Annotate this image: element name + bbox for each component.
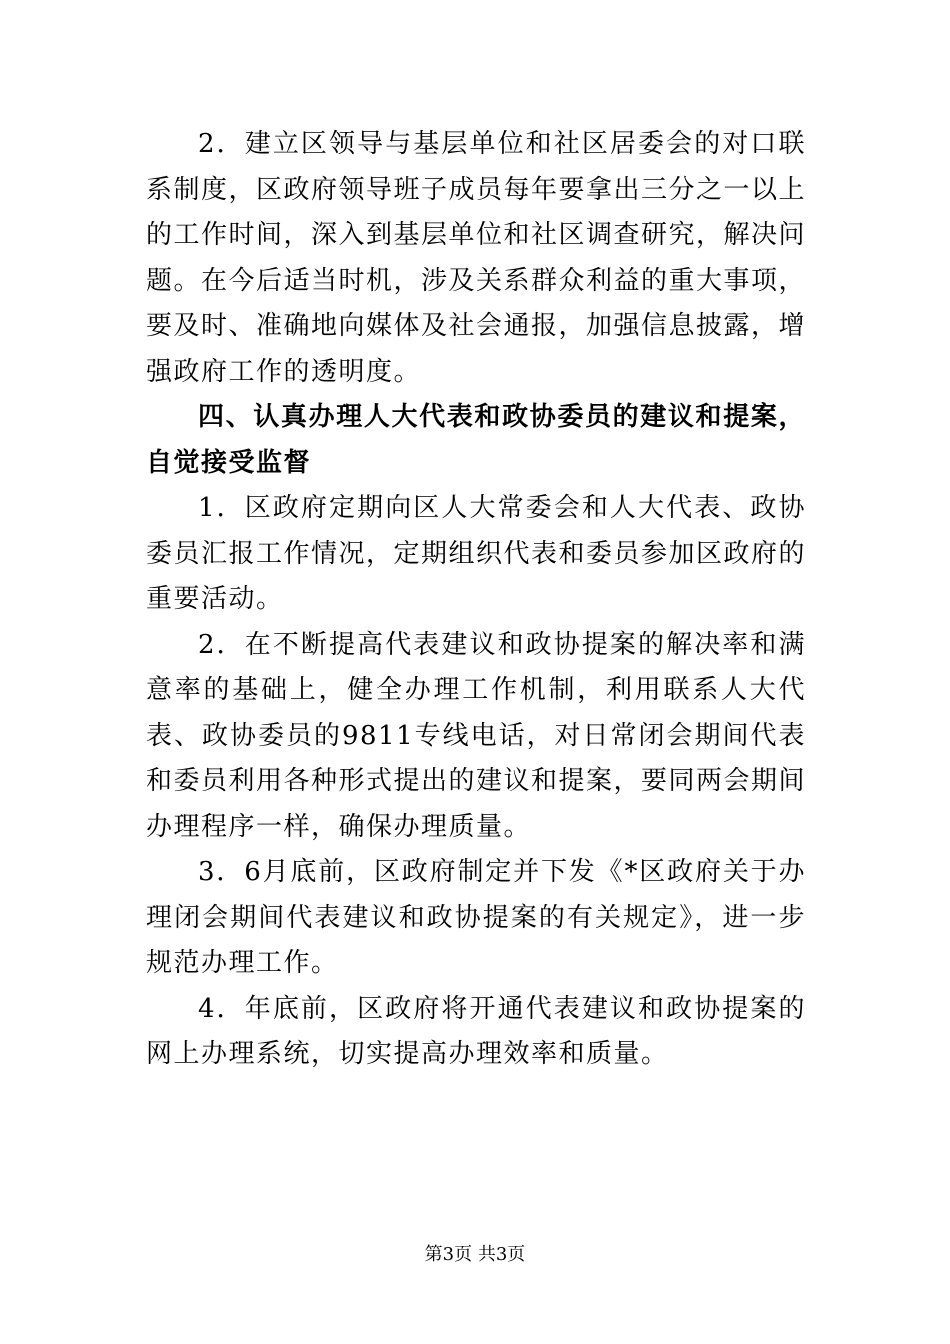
paragraph-item-3: 3．6月底前，区政府制定并下发《*区政府关于办理闭会期间代表建议和政协提案的有关规定》，进一步规范办理工作。 xyxy=(146,857,806,978)
paragraph-item-2: 2．建立区领导与基层单位和社区居委会的对口联系制度，区政府领导班子成员每年要拿出三分之一以上的工作时间，深入到基层单位和社区调查研究，解决问题。在今后适当时机，涉及关系群众利益的重大事项，要及时、准确地向媒体及社会通报，加强信息披露，增强政府工作的透明度。 xyxy=(146,129,807,387)
page-footer: 第3页 共3页 xyxy=(424,1244,526,1265)
paragraph-item-1: 1．区政府定期向区人大常委会和人大代表、政协委员汇报工作情况，定期组织代表和委员参加区政府的重要活动。 xyxy=(146,493,807,614)
section-heading-4: 四、认真办理人大代表和政协委员的建议和提案，自觉接受监督 xyxy=(146,402,806,478)
paragraph-item-4: 4．年底前，区政府将开通代表建议和政协提案的网上办理系统，切实提高办理效率和质量。 xyxy=(146,993,806,1069)
paragraph-item-2b: 2．在不断提高代表建议和政协提案的解决率和满意率的基础上，健全办理工作机制，利用联系人大代表、政协委员的9811专线电话，对日常闭会期间代表和委员利用各种形式提出的建议和提案，要同两会期间办理程序一样，确保办理质量。 xyxy=(146,629,807,842)
document-body xyxy=(146,122,806,1078)
